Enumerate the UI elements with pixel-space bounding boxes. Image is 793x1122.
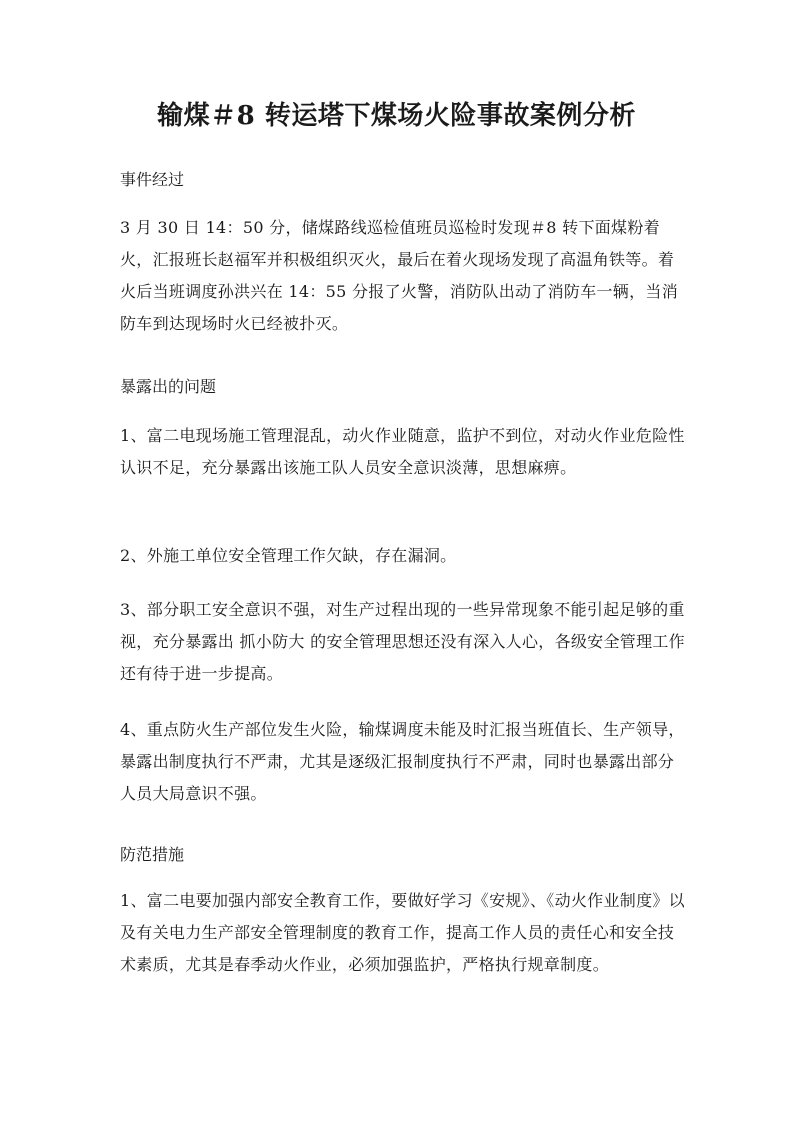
document-title: 输煤＃8 转运塔下煤场火险事故案例分析	[157, 101, 636, 131]
section-heading-problems: 暴露出的问题	[120, 377, 217, 396]
problem-item-4: 4、重点防火生产部位发生火险，输煤调度未能及时汇报当班值长、生产领导，暴露出制度执行不严肃，尤其是逐级汇报制度执行不严肃，同时也暴露出部分人员大局意识不强。	[120, 720, 685, 803]
event-paragraph: 3 月 30 日 14：50 分，储煤路线巡检值班员巡检时发现＃8 转下面煤粉着火，汇报班长赵福军并积极组织灭火，最后在着火现场发现了高温角铁等。着火后当班调度孙洪兴在 14：55 分报了火警，消防队出动了消防车一辆，当消防车到达现场时火已经被扑灭。	[120, 218, 678, 333]
problem-item-1: 1、富二电现场施工管理混乱，动火作业随意，监护不到位，对动火作业危险性认识不足，充分暴露出该施工队人员安全意识淡薄，思想麻痹。	[120, 426, 685, 477]
problem-item-2: 2、外施工单位安全管理工作欠缺，存在漏洞。	[120, 546, 457, 565]
section-heading-measures: 防范措施	[120, 845, 185, 864]
section-heading-event: 事件经过	[120, 170, 185, 189]
problem-item-3: 3、部分职工安全意识不强，对生产过程出现的一些异常现象不能引起足够的重视，充分暴露出 抓小防大 的安全管理思想还没有深入人心，各级安全管理工作还有待于进一步提高。	[120, 600, 685, 683]
measure-item-1: 1、富二电要加强内部安全教育工作，要做好学习《安规》、《动火作业制度》以及有关电力生产部安全管理制度的教育工作，提高工作人员的责任心和安全技术素质，尤其是春季动火作业，必须加强监护，严格执行规章制度。	[120, 891, 685, 974]
